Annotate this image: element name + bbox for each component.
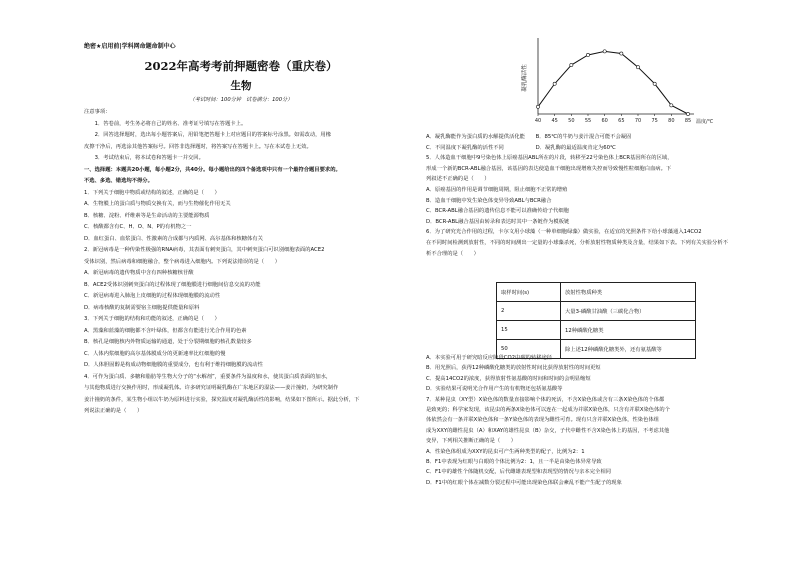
text-line: 形成一个新的BCR-ABL融合基因，该基因的表达使造血干细胞出现增殖失控而导致慢性粒细胞白血病。下 bbox=[426, 165, 672, 172]
x-tick-label: 50 bbox=[568, 118, 575, 124]
x-axis-label: 温度/℃ bbox=[696, 119, 714, 125]
text-line: 在不同时间检测到放射性，不同的时间测出一定量的小球藻杀死，分析放射性物质种类及含量，结果如下表。下列有关实验分析不 bbox=[426, 240, 728, 246]
text-line: A．原癌基因的作用是调节细胞周期，阻止细胞不正常的增殖 bbox=[426, 187, 568, 193]
text-line: C．人体内浆细胞的高尔基体膜成分的更新速率比红细胞的慢 bbox=[84, 350, 226, 357]
text-line: 皮擦干净后，再选涂其他答案标号。回答非选择题时，将答案写在答题卡上。写在本试卷上无效。 bbox=[84, 143, 312, 150]
table-cell: 12种磷酸化糖类 bbox=[561, 321, 696, 340]
text-line: 5．人体造血干细胞中9号染色体上原癌基因ABL所在的片段，转移至22号染色体上BCR基因所在的区域， bbox=[426, 155, 673, 162]
subject-heading: 生物 bbox=[230, 80, 252, 92]
text-line: C．不同温度下凝乳酶的活性不同 D．凝乳酶的最适温度肯定为60℃ bbox=[426, 144, 616, 151]
text-line: D．实验结果可说明光合作用产生的有机物还包括氨基酸等 bbox=[426, 386, 563, 393]
x-tick-label: 40 bbox=[534, 118, 542, 124]
text-line: 成为XXY的雌性昆虫（A）和XAY的雄性昆虫（B）杂交，子代中雌性不含X染色体上的基因，不考虑其他 bbox=[426, 427, 670, 434]
text-line: 注意事项： bbox=[84, 109, 111, 115]
table-header-cell: 取样时间(s) bbox=[497, 283, 561, 302]
text-line: 不选、多选、错选均不得分。 bbox=[84, 178, 153, 184]
table-cell: 大量3-磷酸甘油酸（三碳化合物） bbox=[561, 302, 696, 321]
text-line: 1．下列关于细胞中物质或结构的叙述，正确的是（ ） bbox=[84, 189, 220, 196]
data-point bbox=[670, 104, 673, 107]
table-cell: 15 bbox=[497, 321, 561, 340]
x-tick-label: 55 bbox=[584, 118, 592, 124]
table-row bbox=[497, 302, 696, 321]
activity-curve bbox=[538, 51, 688, 114]
text-line: 列说法正确的是（ ） bbox=[84, 408, 143, 414]
text-line: 7．某种昆虫（XY型）X染色体的数量直接影响个体的死活，不含X染色体或含有三条X染色体的个体都 bbox=[426, 396, 665, 403]
text-line: D．病毒核酸的复制需要宿主细胞提供能量和原料 bbox=[84, 304, 200, 311]
text-line: A．黑藻和蓝藻的细胞都不含叶绿体，但都含有能进行光合作用的色素 bbox=[84, 327, 247, 334]
text-line: A．本实验可用于研究暗反应阶段CO2中碳的转移途径 bbox=[426, 355, 553, 361]
text-line: A．新冠病毒的遗传物质中含有四种核糖核苷酸 bbox=[84, 270, 194, 276]
text-line: 与其他物质进行交换作用时，形成凝乳体。许多研究证明凝乳酶在广东地区的湿法——姜汁撞奶，为研究制作 bbox=[84, 385, 339, 391]
exam-title: 2022年高考考前押题密卷（重庆卷） bbox=[144, 59, 338, 73]
text-line: C．F1中的雄性个体随机交配，后代雌雄表现型和表现型的情况与亲本完全相同 bbox=[426, 469, 611, 476]
text-line: 列叙述不正确的是（ ） bbox=[426, 176, 490, 183]
text-line: 析不合理的是（ ） bbox=[426, 250, 479, 257]
text-line: C．提高14CO2的浓度，获得放射性氨基酸的时间和时间的会明显缩短 bbox=[426, 375, 591, 382]
x-tick-label: 70 bbox=[634, 118, 642, 124]
text-line: A．性染色体组成为XXY的昆虫可产生两种类型的配子，比例为2：1 bbox=[426, 448, 585, 455]
confidential-header: 绝密★启用前|学科网命题命制中心 bbox=[84, 43, 176, 50]
text-line: 2．回答选择题时，选出每小题答案后，用铅笔把答题卡上对应题目的答案标号涂黑。如需改动，用橡 bbox=[84, 132, 332, 138]
text-line: B．F1中表现为红眼与白眼的个体比例为2：1，且一半是由染色体异常导致 bbox=[426, 459, 602, 465]
data-point bbox=[603, 50, 606, 53]
text-line: A．生物膜上的蛋白质与物质交换有关，而与生物催化作用无关 bbox=[84, 201, 231, 207]
text-line: D．血红蛋白、血浆蛋白、性激素的合成都与内质网、高尔基体和核糖体有关 bbox=[84, 235, 263, 242]
data-point bbox=[636, 66, 639, 69]
text-line: 受体识别，然后病毒和细胞融合，整个病毒进入细胞内。下列说法错误的是（ ） bbox=[84, 258, 280, 265]
text-line: B．核孔是细胞核内外物质运输的通道，处于分裂期细胞的核孔数量较多 bbox=[84, 339, 252, 345]
table-row bbox=[497, 321, 696, 340]
text-line: 1．答卷前，考生务必将自己的姓名、准考证号填写在答题卡上。 bbox=[84, 120, 247, 127]
data-point bbox=[620, 52, 623, 55]
data-point bbox=[586, 53, 589, 56]
table-cell: 除上述12种磷酸化糖类外，还有氨基酸等 bbox=[561, 340, 696, 359]
x-tick-label: 60 bbox=[601, 118, 608, 124]
text-line: 变异，下列相关推断正确的是（ ） bbox=[426, 438, 517, 445]
text-line: B．核糖、淀粉、纤维素等是生命活动的主要能源物质 bbox=[84, 212, 210, 219]
text-line: B．造血干细胞中发生染色体变异导致ABL与BCR融合 bbox=[426, 197, 552, 204]
x-tick-label: 80 bbox=[668, 118, 675, 124]
exam-info: （考试时间：100分钟 试卷满分：100分） bbox=[189, 97, 293, 103]
x-tick-label: 45 bbox=[551, 118, 558, 124]
text-line: D．F1中的红眼个体在减数分裂过程中可能出现染色体联会紊乱不能产生配子的现象 bbox=[426, 479, 622, 486]
text-line: 姜汁撞奶的条件，某生物小组以牛奶为原料进行实验，探究温度对凝乳酶活性的影响，结果如下图所示。据此分析，下 bbox=[84, 396, 360, 403]
text-line: 体依然会有一条并联X染色体和一条Y染色体的表现为雌性可育。现有只含并联X染色体，性染色体组 bbox=[426, 417, 659, 424]
text-line: 2．新冠病毒是一种传染性极强的RNA病毒，其表面有刺突蛋白，其中刺突蛋白可识别细胞表面的ACE2 bbox=[84, 247, 325, 253]
table-header-row bbox=[497, 283, 696, 302]
data-point bbox=[553, 82, 556, 85]
x-tick-label: 65 bbox=[618, 118, 625, 124]
table-cell: 50 bbox=[497, 340, 561, 359]
data-point bbox=[536, 105, 539, 108]
text-line: C．核酸都含有C、H、O、N、P的有机物之一 bbox=[84, 224, 192, 230]
text-line: 一、选择题：本题共20小题，每小题2分，共40分。每小题给出的四个备选项中只有一个最符合题目要求的。 bbox=[84, 166, 341, 173]
enzyme-activity-chart bbox=[516, 34, 714, 130]
y-axis-label: 凝乳酶活性 bbox=[522, 64, 528, 92]
text-line: A．凝乳酶能作为蛋白质的水解提供活化能 B．85℃的牛奶与姜汁混合可能不会凝固 bbox=[426, 134, 632, 140]
text-line: 4．可作为蛋白质、多糖和脂肪等生物大分子的“水解剂”，重要条件为温度和水，使其蛋白质表面的加水， bbox=[84, 373, 332, 380]
table-header-cell: 放射性物质种类 bbox=[561, 283, 696, 302]
data-point bbox=[686, 112, 689, 115]
text-line: C．新冠病毒进入肺泡上皮细胞的过程体现细胞膜的流动性 bbox=[84, 293, 221, 299]
radioactivity-table bbox=[496, 282, 696, 359]
text-line: C．BCR-ABL融合基因的遗传信息不能可以准确传给子代细胞 bbox=[426, 208, 569, 215]
text-line: D．BCR-ABL融合基因由转录和表达时其中一条链作为模板链 bbox=[426, 218, 570, 225]
text-line: 3．考试结束后，将本试卷和答题卡一并交回。 bbox=[84, 155, 204, 161]
data-point bbox=[653, 82, 656, 85]
x-tick-label: 85 bbox=[684, 118, 692, 124]
table-row bbox=[497, 340, 696, 359]
x-tick-label: 75 bbox=[651, 118, 658, 124]
text-line: 3．下列关于细胞的结构和功能的叙述，正确的是（ ） bbox=[84, 316, 220, 322]
table-cell: 2 bbox=[497, 302, 561, 321]
text-line: 6．为了研究光合作用的过程，卡尔文用小球藻（一种单细胞绿藻）做实验，在适宜的光照条件下给小球藻通入14CO2 bbox=[426, 229, 702, 236]
text-line: 是致死的；科学家发现，该昆虫的两条X染色体可以连在一起成为并联X染色体，只含有并联X染色体的个 bbox=[426, 407, 670, 413]
text-line: D．人体胆固醇是构成动物细胞膜的重要成分，也有利于维持细胞膜的流动性 bbox=[84, 362, 263, 368]
text-line: B．用光照后，获得12种磷酸化糖类的放射性时间比获得放射性的时间更短 bbox=[426, 365, 601, 372]
text-line: B．ACE2受体识别刺突蛋白的过程体现了细胞膜进行细胞间信息交流的功能 bbox=[84, 281, 261, 288]
data-point bbox=[570, 63, 573, 66]
